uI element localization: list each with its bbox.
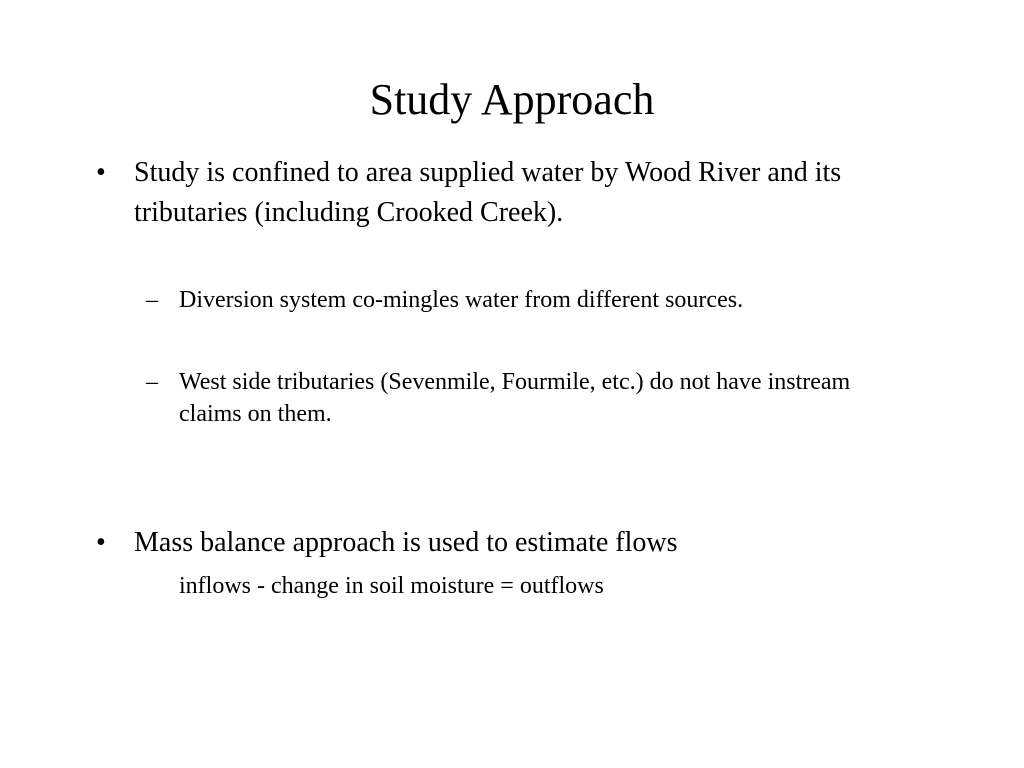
sub-bullet-marker: – xyxy=(146,287,158,313)
bullet-mass-balance xyxy=(96,523,916,563)
bullet-text: Study is confined to area supplied water by Wood River and its tributaries (including Crooked Creek). xyxy=(134,157,842,228)
mass-balance-equation: inflows - change in soil moisture = outflows xyxy=(179,573,604,599)
sub-bullet-marker: – xyxy=(146,369,158,395)
slide-title: Study Approach xyxy=(369,75,655,124)
sub-bullet-text: Diversion system co-mingles water from different sources. xyxy=(179,287,744,313)
bullet-text: Mass balance approach is used to estimate flows xyxy=(134,527,678,558)
sub-bullet-west-side xyxy=(146,366,906,430)
sub-bullet-diversion xyxy=(146,284,906,316)
bullet-marker: • xyxy=(96,157,106,188)
bullet-marker: • xyxy=(96,527,106,558)
bullet-study-area xyxy=(96,153,916,233)
sub-bullet-text: West side tributaries (Sevenmile, Fourmile, etc.) do not have instream claims on them. xyxy=(179,369,851,427)
